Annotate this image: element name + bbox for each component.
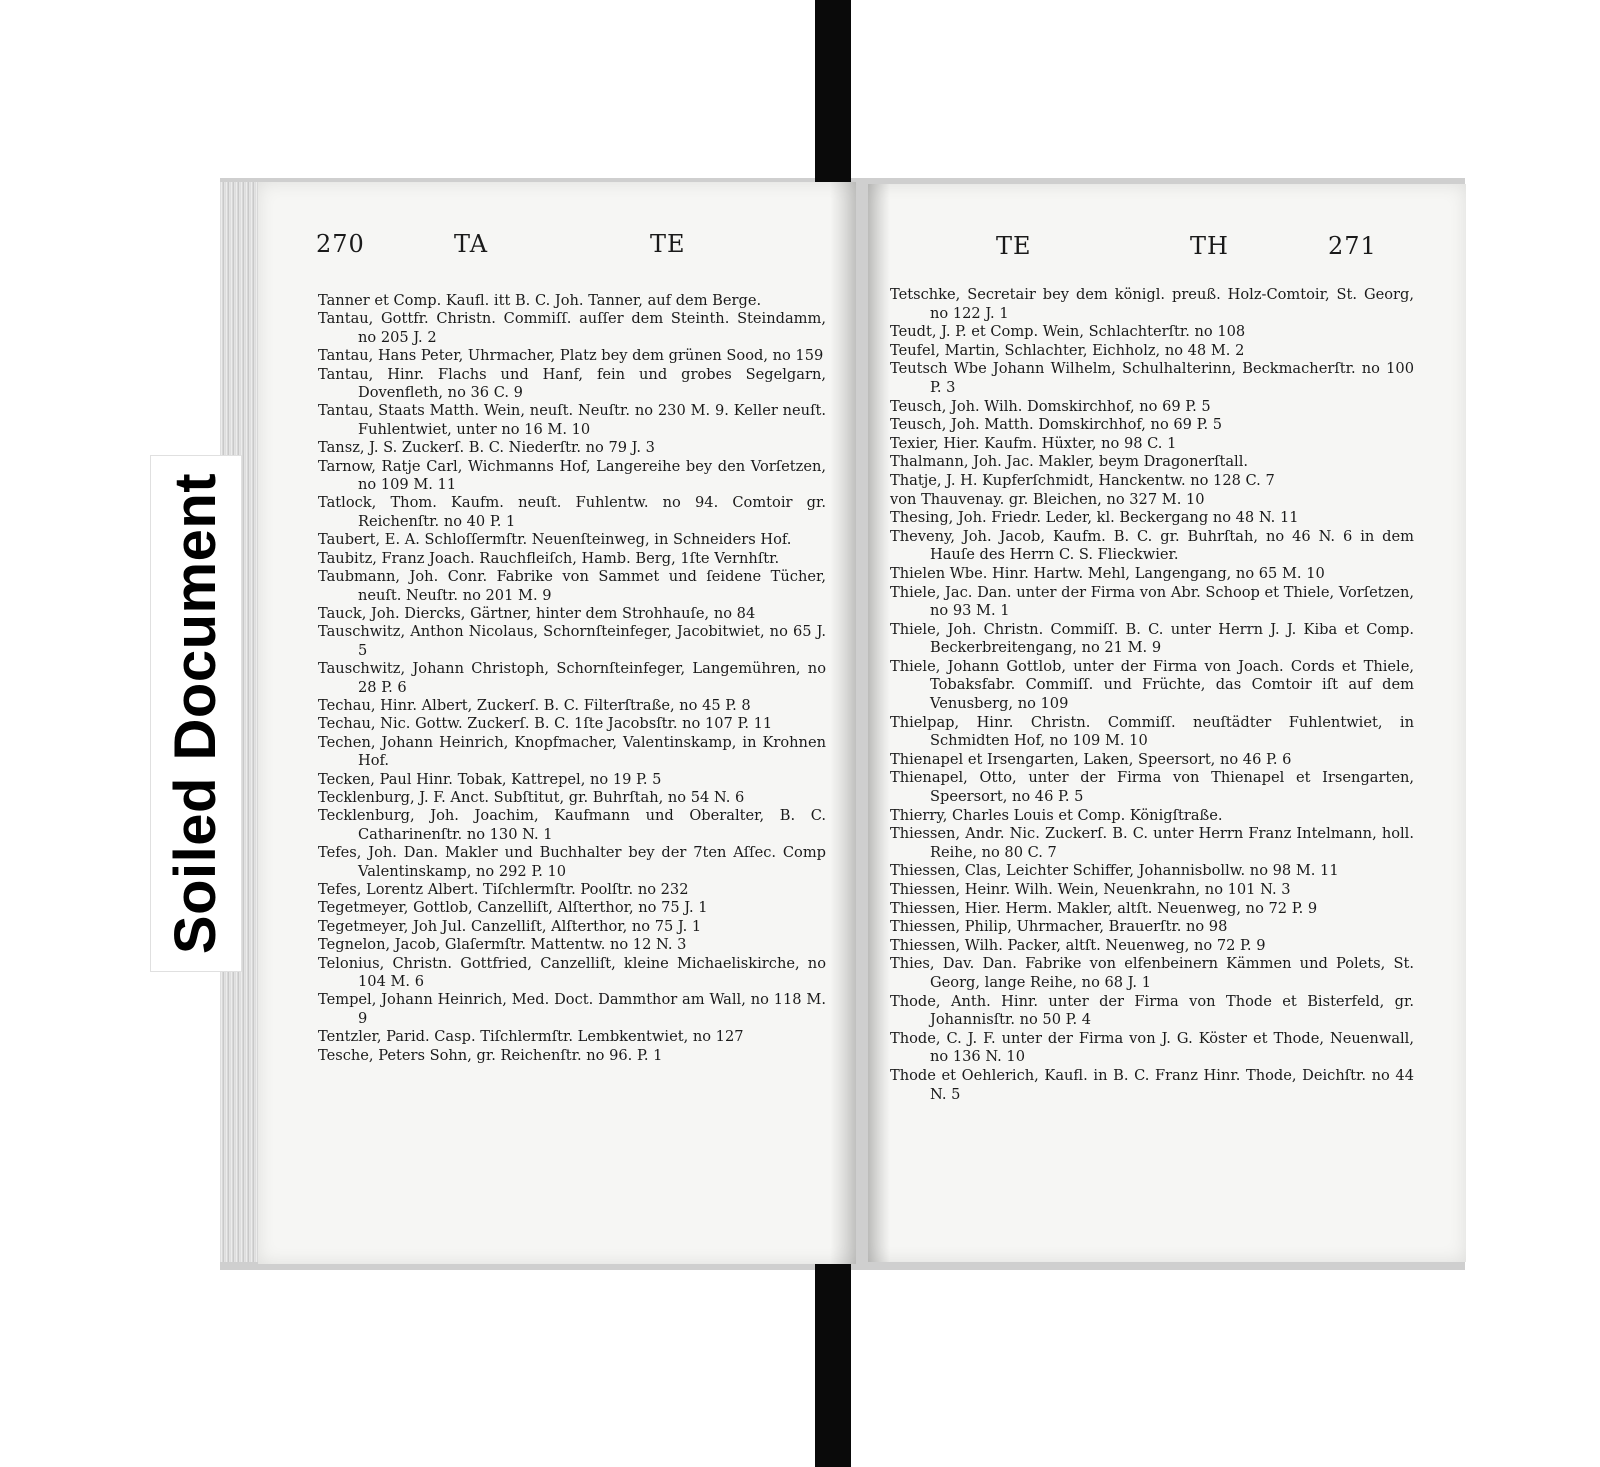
- directory-entry: Teusch, Joh. Wilh. Domskirchhof, no 69 P. 5: [890, 397, 1211, 415]
- directory-entry: Texier, Hier. Kaufm. Hüxter, no 98 C. 1: [890, 434, 1177, 452]
- directory-entry: Thiessen, Andr. Nic. Zuckerſ. B. C. unter Herrn Franz Intelmann, holl. Reihe, no 80 C. 7: [890, 825, 1414, 861]
- gutter-shade: [868, 184, 890, 1262]
- head-letters-left: TA: [454, 230, 489, 258]
- directory-entry: Tansz, J. S. Zuckerſ. B. C. Niederſtr. no 79 J. 3: [318, 439, 655, 457]
- page-number-left: 270: [316, 230, 365, 258]
- directory-entry: Tarnow, Ratje Carl, Wichmanns Hof, Langereihe bey den Vorſetzen, no 109 M. 11: [318, 457, 826, 494]
- directory-entry: Thies, Dav. Dan. Fabrike von elfenbeinern Kämmen und Polets, St. Georg, lange Reihe, no 68 J. 1: [890, 955, 1414, 991]
- directory-entry: Theveny, Joh. Jacob, Kaufm. B. C. gr. Buhrſtah, no 46 N. 6 in dem Hauſe des Herrn C. S. Flieckwier.: [890, 527, 1414, 564]
- directory-entry: Taubmann, Joh. Conr. Fabrike von Sammet und ſeidene Tücher, neuſt. Neuſtr. no 201 M. 9: [318, 568, 826, 604]
- head-letters-right: TE: [650, 230, 686, 258]
- directory-entry: Tecklenburg, Joh. Joachim, Kaufmann und Oberalter, B. C. Catharinenſtr. no 130 N. 1: [318, 807, 826, 843]
- page-number-right: 271: [1328, 232, 1377, 260]
- left-page: [258, 182, 856, 1264]
- directory-entry: Teusch, Joh. Matth. Domskirchhof, no 69 P. 5: [890, 416, 1223, 434]
- directory-entry: Telonius, Christn. Gottfried, Canzelliſt, kleine Michaeliskirche, no 104 M. 6: [318, 954, 826, 991]
- directory-entry: Tanner et Comp. Kaufl. itt B. C. Joh. Tanner, auf dem Berge.: [318, 292, 762, 309]
- directory-entry: Techau, Nic. Gottw. Zuckerſ. B. C. 1ſte Jacobsſtr. no 107 P. 11: [318, 715, 773, 733]
- directory-entry: von Thauvenay. gr. Bleichen, no 327 M. 10: [890, 490, 1205, 508]
- directory-entry: Teudt, J. P. et Comp. Wein, Schlachterſtr. no 108: [890, 323, 1246, 341]
- directory-entry: Tetschke, Secretair bey dem königl. preuß. Holz-Comtoir, St. Georg, no 122 J. 1: [890, 286, 1414, 322]
- soiled-document-text: Soiled Document: [163, 472, 229, 955]
- directory-entry: Thiessen, Philip, Uhrmacher, Brauerſtr. no 98: [890, 918, 1228, 936]
- directory-entry: Thienapel et Irsengarten, Laken, Speersort, no 46 P. 6: [890, 750, 1292, 768]
- right-page: [868, 184, 1466, 1262]
- directory-entry: Thalmann, Joh. Jac. Makler, beym Dragonerſtall.: [890, 453, 1249, 471]
- directory-entry: Tegetmeyer, Joh Jul. Canzelliſt, Alſterthor, no 75 J. 1: [318, 917, 702, 935]
- directory-entry: Teufel, Martin, Schlachter, Eichholz, no 48 M. 2: [890, 341, 1245, 359]
- directory-entry: Thienapel, Otto, unter der Firma von Thienapel et Irsengarten, Speersort, no 46 P. 5: [890, 769, 1414, 806]
- directory-entry: Tesche, Peters Sohn, gr. Reichenſtr. no 96. P. 1: [318, 1046, 663, 1064]
- directory-entry: Tegetmeyer, Gottlob, Canzelliſt, Alſterthor, no 75 J. 1: [318, 899, 708, 917]
- directory-entry: Tantau, Staats Matth. Wein, neuſt. Neuſtr. no 230 M. 9. Keller neuſt. Fuhlentwiet, unter no 16 M. 10: [318, 402, 826, 438]
- directory-entry: Techen, Johann Heinrich, Knopfmacher, Valentinskamp, in Krohnen Hof.: [318, 733, 826, 770]
- directory-entry: Thiessen, Heinr. Wilh. Wein, Neuenkrahn, no 101 N. 3: [890, 881, 1291, 898]
- directory-entry: Thode, C. J. F. unter der Firma von J. G. Köster et Thode, Neuenwall, no 136 N. 10: [890, 1029, 1414, 1066]
- directory-entry: Tatlock, Thom. Kaufm. neuſt. Fuhlentw. no 94. Comtoir gr. Reichenſtr. no 40 P. 1: [318, 494, 826, 530]
- directory-entry: Tefes, Joh. Dan. Makler und Buchhalter bey der 7ten Aſſec. Comp Valentinskamp, no 292 P. 10: [318, 844, 826, 880]
- directory-entry: Teutsch Wbe Johann Wilhelm, Schulhalterinn, Beckmacherſtr. no 100 P. 3: [890, 360, 1414, 396]
- directory-entry: Thiele, Jac. Dan. unter der Firma von Abr. Schoop et Thiele, Vorſetzen, no 93 M. 1: [890, 583, 1414, 620]
- directory-entry: Thielpap, Hinr. Christn. Commiſſ. neuſtädter Fuhlentwiet, in Schmidten Hof, no 109 M. 10: [890, 713, 1414, 750]
- directory-entry: Tentzler, Parid. Casp. Tiſchlermſtr. Lembkentwiet, no 127: [318, 1028, 744, 1046]
- directory-entry: Thesing, Joh. Friedr. Leder, kl. Beckergang no 48 N. 11: [890, 509, 1299, 527]
- right-running-head: [868, 232, 1466, 266]
- left-running-head: [258, 230, 856, 264]
- directory-entry: Thiessen, Wilh. Packer, altſt. Neuenweg, no 72 P. 9: [890, 936, 1266, 954]
- left-directory-entries: [318, 292, 826, 1065]
- directory-entry: Tantau, Hinr. Flachs und Hanf, fein und grobes Segelgarn, Dovenfleth, no 36 C. 9: [318, 365, 826, 402]
- directory-entry: Tecklenburg, J. F. Anct. Subſtitut, gr. Buhrſtah, no 54 N. 6: [318, 788, 745, 806]
- directory-entry: Tauschwitz, Johann Christoph, Schornſteinfeger, Langemühren, no 28 P. 6: [318, 660, 826, 696]
- directory-entry: Thiele, Johann Gottlob, unter der Firma von Joach. Cords et Thiele, Tobaksfabr. Commiſſ. und Früchte, das Comtoir iſt auf dem Venusberg, no 109: [890, 657, 1414, 713]
- directory-entry: Tempel, Johann Heinrich, Med. Doct. Dammthor am Wall, no 118 M. 9: [318, 991, 826, 1027]
- directory-entry: Thatje, J. H. Kupferſchmidt, Hanckentw. no 128 C. 7: [890, 471, 1275, 489]
- directory-entry: Taubitz, Franz Joach. Rauchfleiſch, Hamb. Berg, 1ſte Vernhſtr.: [318, 549, 780, 567]
- directory-entry: Taubert, E. A. Schloſſermſtr. Neuenſteinweg, in Schneiders Hof.: [318, 531, 792, 549]
- gutter-shade: [830, 182, 856, 1264]
- directory-entry: Tantau, Gottfr. Christn. Commiſſ. auſſer dem Steinth. Steindamm, no 205 J. 2: [318, 310, 826, 346]
- directory-entry: Tantau, Hans Peter, Uhrmacher, Platz bey dem grünen Sood, no 159: [318, 347, 824, 365]
- directory-entry: Tauck, Joh. Diercks, Gärtner, hinter dem Strohhauſe, no 84: [318, 604, 756, 622]
- directory-entry: Thiessen, Clas, Leichter Schiffer, Johannisbollw. no 98 M. 11: [890, 862, 1339, 880]
- soiled-document-label: [150, 455, 242, 972]
- directory-entry: Tefes, Lorentz Albert. Tiſchlermſtr. Poolſtr. no 232: [318, 881, 689, 898]
- head-letters-right: TH: [1190, 232, 1229, 260]
- directory-entry: Tegnelon, Jacob, Glaſermſtr. Mattentw. no 12 N. 3: [318, 936, 687, 954]
- directory-entry: Thiele, Joh. Christn. Commiſſ. B. C. unter Herrn J. J. Kiba et Comp. Beckerbreitengang, no 21 M. 9: [890, 620, 1414, 657]
- directory-entry: Thode, Anth. Hinr. unter der Firma von Thode et Bisterfeld, gr. Johannisſtr. no 50 P. 4: [890, 992, 1414, 1029]
- directory-entry: Thielen Wbe. Hinr. Hartw. Mehl, Langengang, no 65 M. 10: [890, 564, 1325, 582]
- directory-entry: Tecken, Paul Hinr. Tobak, Kattrepel, no 19 P. 5: [318, 770, 662, 788]
- directory-entry: Techau, Hinr. Albert, Zuckerſ. B. C. Filterſtraße, no 45 P. 8: [318, 696, 751, 714]
- head-letters-left: TE: [996, 232, 1032, 260]
- directory-entry: Tauschwitz, Anthon Nicolaus, Schornſteinfeger, Jacobitwiet, no 65 J. 5: [318, 623, 826, 659]
- directory-entry: Thode et Oehlerich, Kaufl. in B. C. Franz Hinr. Thode, Deichſtr. no 44 N. 5: [890, 1066, 1414, 1103]
- directory-entry: Thierry, Charles Louis et Comp. Königſtraße.: [890, 806, 1223, 824]
- directory-entry: Thiessen, Hier. Herm. Makler, altſt. Neuenweg, no 72 P. 9: [890, 899, 1318, 917]
- right-directory-entries: [890, 286, 1414, 1104]
